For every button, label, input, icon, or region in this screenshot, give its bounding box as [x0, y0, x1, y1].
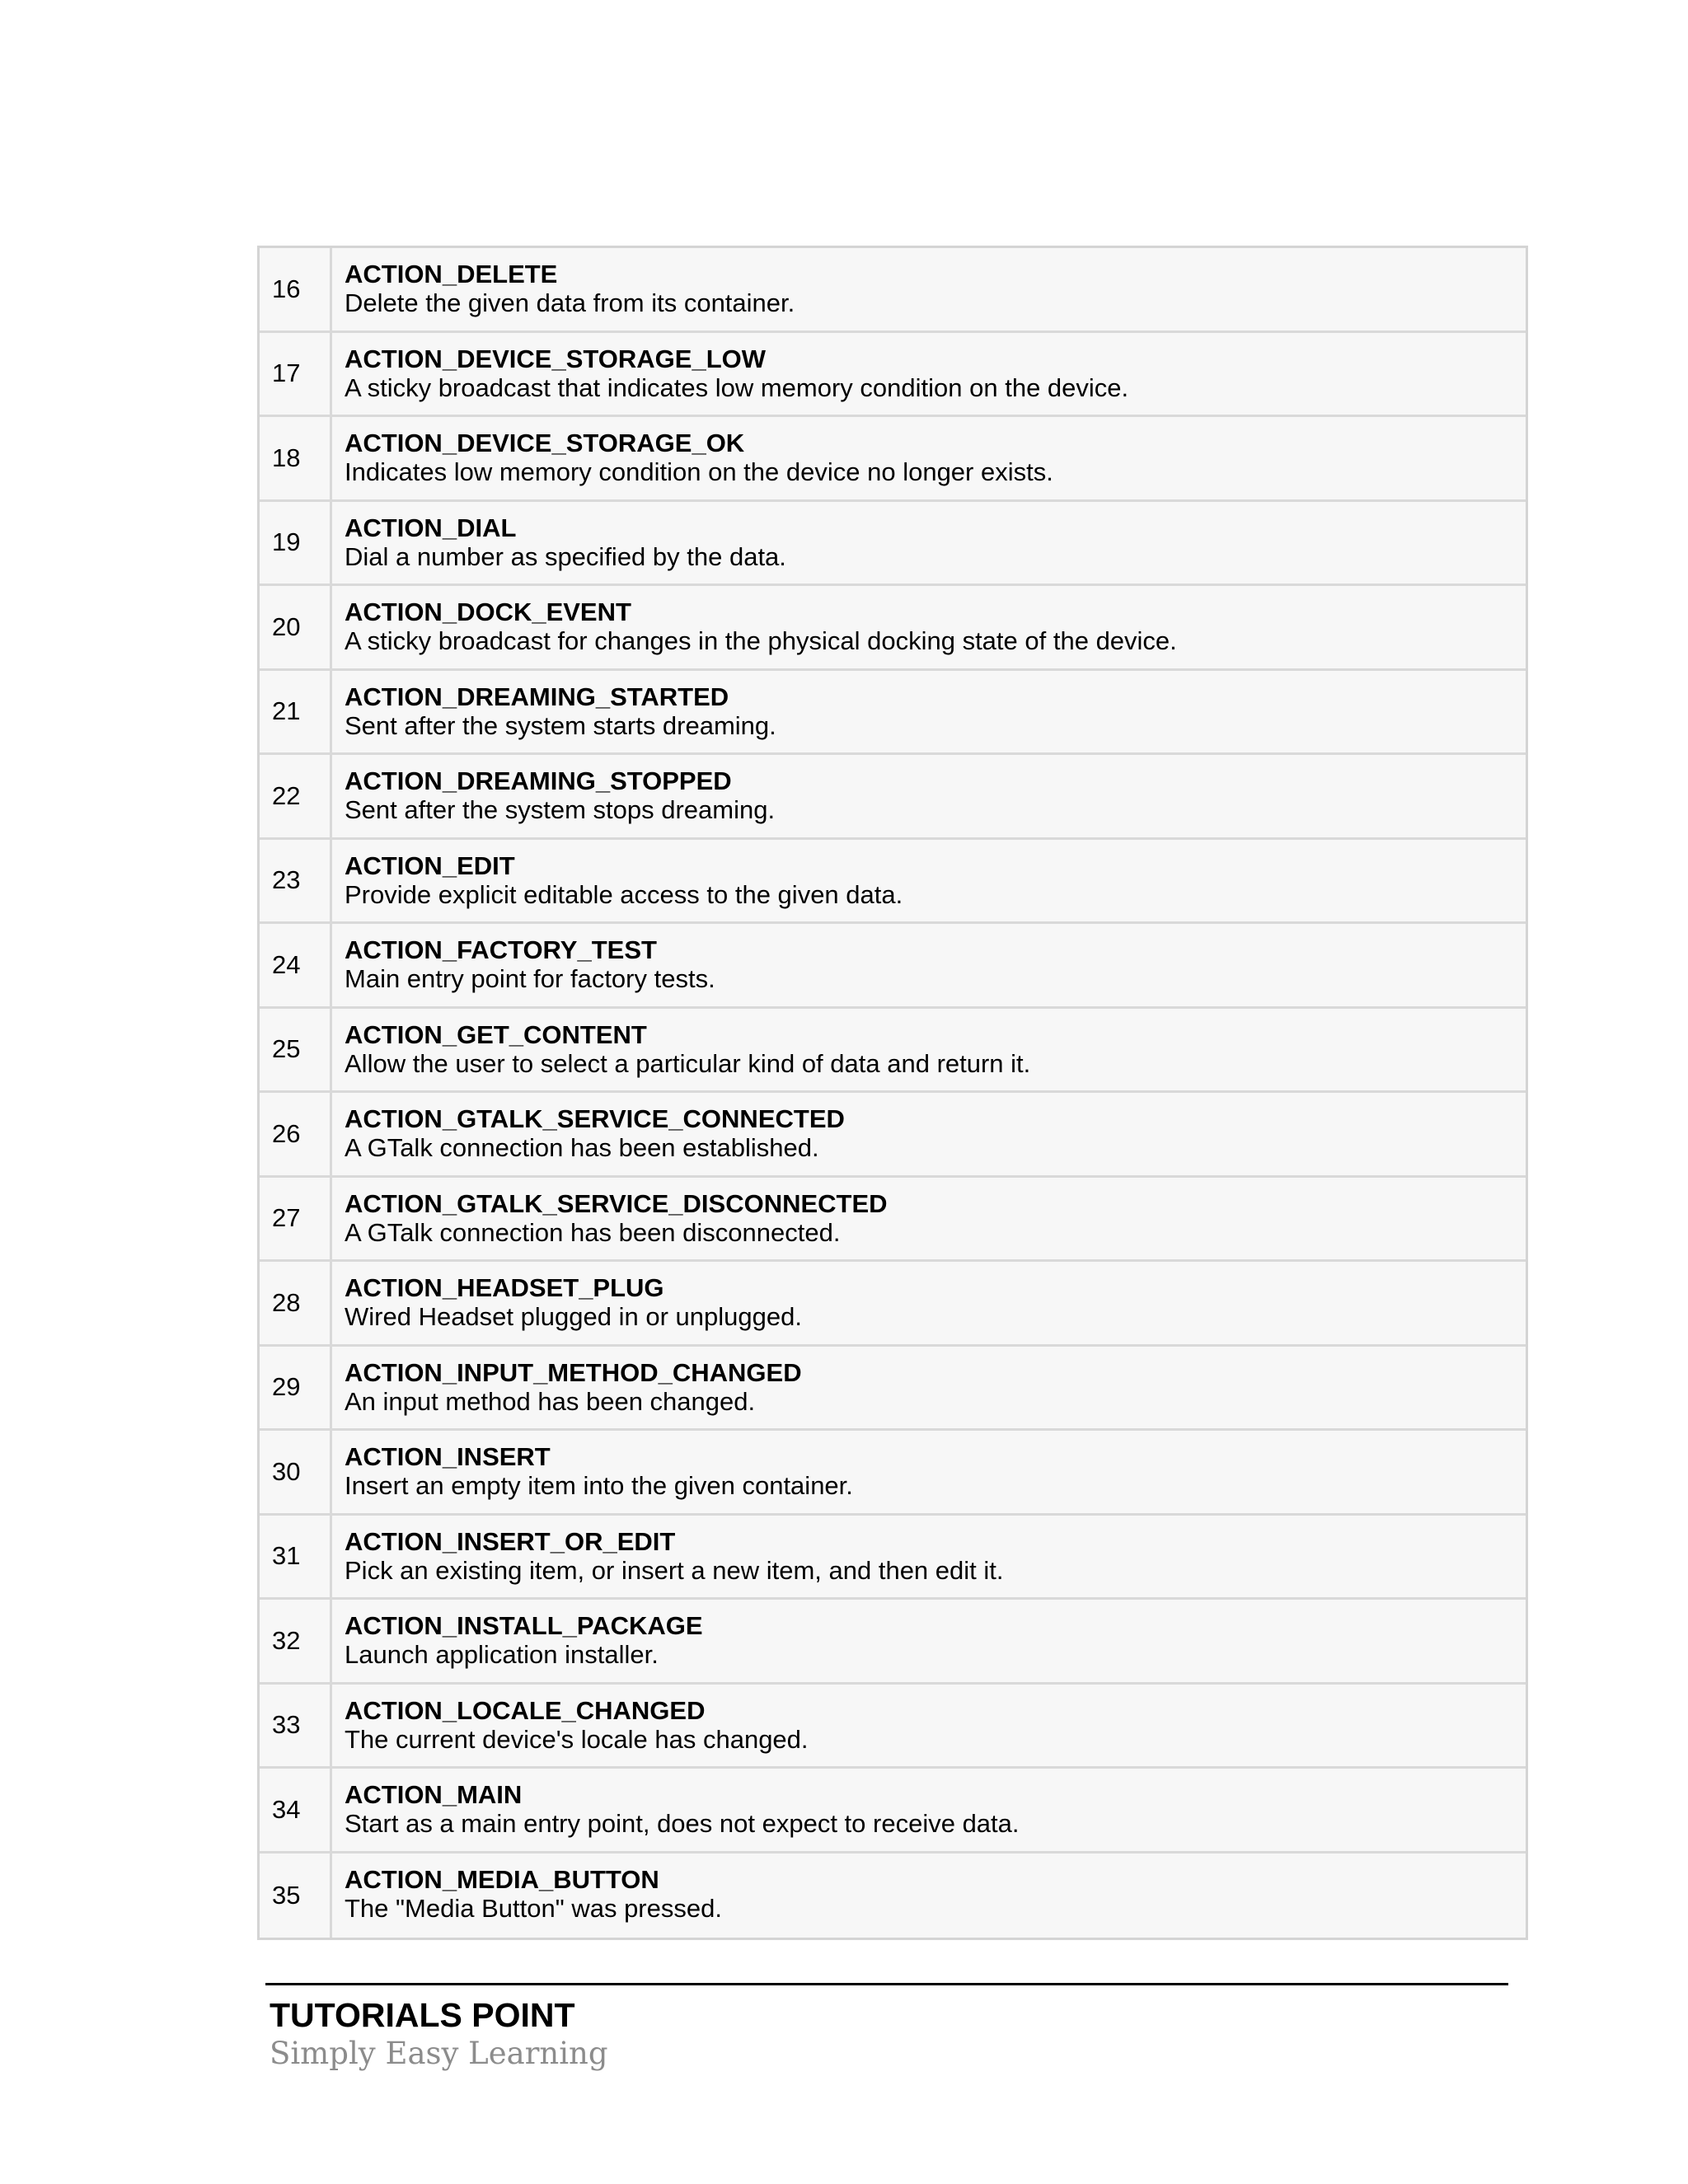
table-row [260, 1009, 1526, 1094]
action-name: ACTION_INSERT [345, 1442, 551, 1471]
table-row [260, 1854, 1526, 1938]
action-description: Insert an empty item into the given container. [345, 1471, 853, 1500]
action-description: Dial a number as specified by the data. [345, 541, 786, 571]
action-description: An input method has been changed. [345, 1386, 756, 1416]
action-description: Main entry point for factory tests. [345, 964, 715, 993]
action-description: Pick an existing item, or insert a new item, and then edit it. [345, 1555, 1004, 1585]
row-number: 24 [260, 924, 332, 1006]
action-name: ACTION_INPUT_METHOD_CHANGED [345, 1357, 802, 1387]
action-name: ACTION_INSERT_OR_EDIT [345, 1526, 676, 1556]
action-name: ACTION_MEDIA_BUTTON [345, 1864, 659, 1894]
row-content [332, 671, 1526, 753]
footer-subtitle: Simply Easy Learning [270, 2036, 608, 2071]
table-row [260, 1685, 1526, 1769]
table-row [260, 1262, 1526, 1347]
page-footer [265, 1983, 1508, 2073]
row-content [332, 1516, 1526, 1598]
action-name: ACTION_DREAMING_STARTED [345, 682, 729, 711]
action-description: Provide explicit editable access to the given data. [345, 879, 903, 909]
action-name: ACTION_LOCALE_CHANGED [345, 1695, 706, 1725]
row-content [332, 924, 1526, 1006]
intent-actions-table [257, 246, 1528, 1940]
row-content [332, 1769, 1526, 1851]
table-row [260, 924, 1526, 1009]
table-row [260, 417, 1526, 502]
table-row [260, 840, 1526, 925]
action-name: ACTION_EDIT [345, 851, 515, 880]
table-row [260, 1600, 1526, 1685]
table-row [260, 755, 1526, 840]
action-description: Sent after the system starts dreaming. [345, 710, 776, 740]
table-row [260, 586, 1526, 671]
row-content [332, 417, 1526, 499]
row-number: 27 [260, 1178, 332, 1260]
row-content [332, 1009, 1526, 1091]
table-row [260, 333, 1526, 418]
action-name: ACTION_GET_CONTENT [345, 1019, 647, 1049]
row-content [332, 1178, 1526, 1260]
action-description: The current device's locale has changed. [345, 1724, 809, 1754]
action-description: A sticky broadcast for changes in the physical docking state of the device. [345, 626, 1177, 655]
row-content [332, 1854, 1526, 1938]
action-name: ACTION_GTALK_SERVICE_DISCONNECTED [345, 1188, 888, 1218]
action-name: ACTION_MAIN [345, 1780, 523, 1809]
row-number: 20 [260, 586, 332, 668]
table-row [260, 502, 1526, 587]
row-number: 29 [260, 1347, 332, 1429]
action-name: ACTION_HEADSET_PLUG [345, 1273, 664, 1302]
row-number: 16 [260, 248, 332, 330]
row-content [332, 586, 1526, 668]
action-name: ACTION_DOCK_EVENT [345, 598, 631, 626]
row-number: 30 [260, 1431, 332, 1513]
action-name: ACTION_INSTALL_PACKAGE [345, 1611, 703, 1640]
row-number: 34 [260, 1769, 332, 1851]
action-description: Launch application installer. [345, 1640, 659, 1669]
action-description: Indicates low memory condition on the device no longer exists. [345, 457, 1053, 486]
action-description: A sticky broadcast that indicates low memory condition on the device. [345, 373, 1129, 402]
action-name: ACTION_DEVICE_STORAGE_LOW [345, 344, 767, 373]
row-number: 31 [260, 1516, 332, 1598]
footer-divider [265, 1983, 1508, 1985]
row-number: 18 [260, 417, 332, 499]
action-description: Delete the given data from its container. [345, 288, 795, 317]
action-description: Sent after the system stops dreaming. [345, 795, 776, 824]
footer-title: TUTORIALS POINT [270, 1996, 575, 2034]
action-name: ACTION_DEVICE_STORAGE_OK [345, 429, 745, 457]
row-content [332, 840, 1526, 922]
row-content [332, 755, 1526, 837]
action-name: ACTION_GTALK_SERVICE_CONNECTED [345, 1104, 845, 1133]
action-name: ACTION_DREAMING_STOPPED [345, 766, 732, 795]
table-row [260, 1516, 1526, 1601]
row-number: 21 [260, 671, 332, 753]
table-row [260, 1431, 1526, 1516]
table-row [260, 1769, 1526, 1854]
action-name: ACTION_FACTORY_TEST [345, 935, 657, 964]
action-name: ACTION_DIAL [345, 513, 517, 542]
row-number: 33 [260, 1685, 332, 1767]
row-number: 28 [260, 1262, 332, 1344]
row-content [332, 1685, 1526, 1767]
row-content [332, 333, 1526, 415]
table-row [260, 1347, 1526, 1432]
action-description: A GTalk connection has been established. [345, 1133, 819, 1162]
row-content [332, 1347, 1526, 1429]
table-row [260, 1178, 1526, 1263]
action-description: Allow the user to select a particular kind of data and return it. [345, 1048, 1031, 1078]
table-row [260, 248, 1526, 333]
action-description: Wired Headset plugged in or unplugged. [345, 1302, 802, 1331]
row-content [332, 1431, 1526, 1513]
row-content [332, 1093, 1526, 1175]
row-number: 26 [260, 1093, 332, 1175]
row-number: 32 [260, 1600, 332, 1682]
table-row [260, 671, 1526, 756]
row-number: 35 [260, 1854, 332, 1938]
row-number: 17 [260, 333, 332, 415]
row-content [332, 1262, 1526, 1344]
row-content [332, 1600, 1526, 1682]
row-content [332, 248, 1526, 330]
action-description: A GTalk connection has been disconnected. [345, 1217, 841, 1247]
action-description: The "Media Button" was pressed. [345, 1893, 722, 1923]
action-name: ACTION_DELETE [345, 260, 558, 288]
row-number: 22 [260, 755, 332, 837]
row-content [332, 502, 1526, 584]
table-row [260, 1093, 1526, 1178]
row-number: 25 [260, 1009, 332, 1091]
row-number: 23 [260, 840, 332, 922]
row-number: 19 [260, 502, 332, 584]
action-description: Start as a main entry point, does not expect to receive data. [345, 1809, 1020, 1838]
